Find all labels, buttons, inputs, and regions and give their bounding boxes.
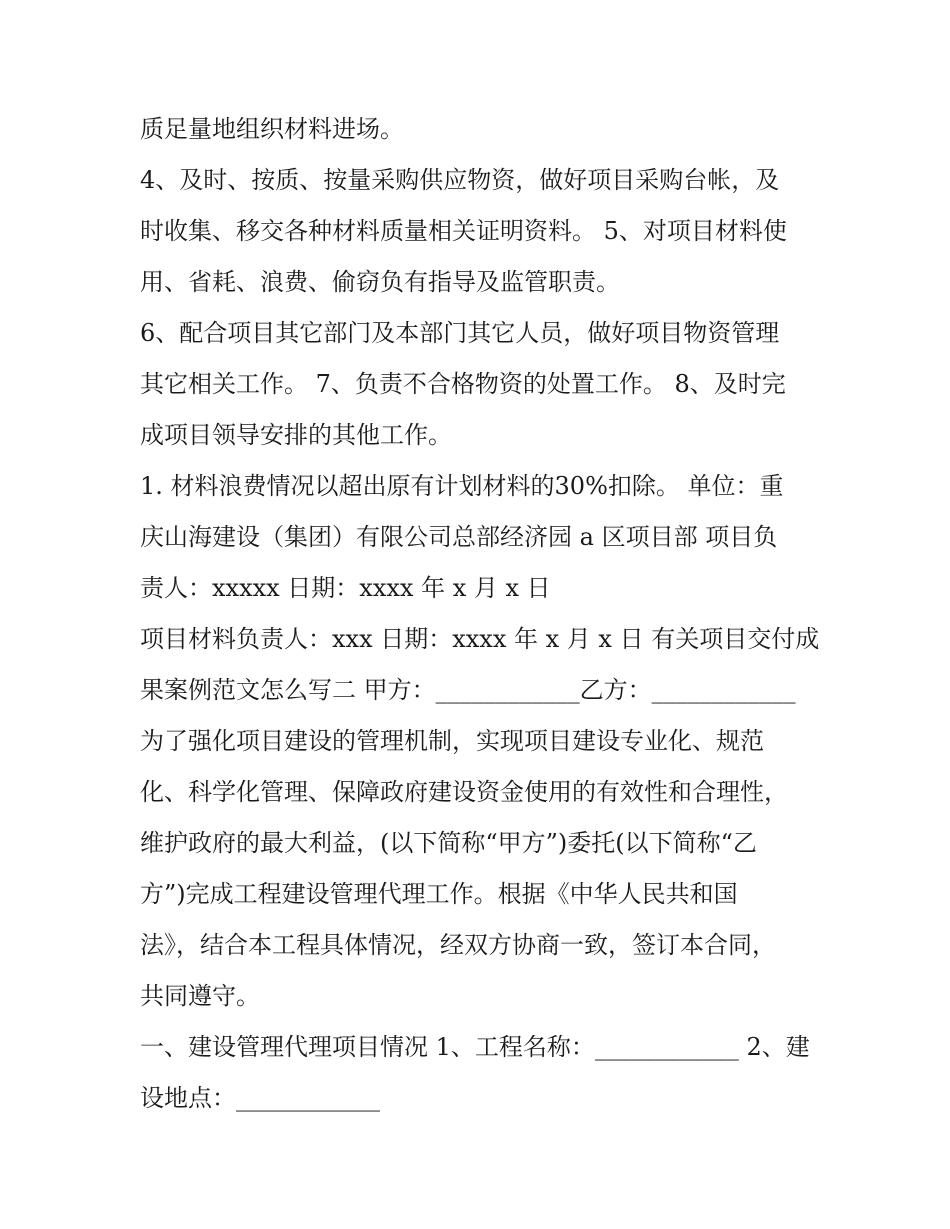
text-line: 维护政府的最大利益，(以下简称“甲方”)委托(以下简称“乙 xyxy=(140,829,757,857)
document-body xyxy=(140,104,820,1124)
text-line: 1. 材料浪费情况以超出原有计划材料的30%扣除。 单位：重 xyxy=(140,472,784,500)
text-line: 法》，结合本工程具体情况，经双方协商一致，签订本合同， xyxy=(140,931,776,959)
text-line: 责人：xxxxx 日期：xxxx 年 x 月 x 日 xyxy=(140,574,551,602)
text-line: 4、及时、按质、按量采购供应物资，做好项目采购台帐，及 xyxy=(140,166,780,194)
text-line: 时收集、移交各种材料质量相关证明资料。 5、对项目材料使 xyxy=(140,217,787,245)
text-line: 果案例范文怎么写二 甲方：____________乙方：____________ xyxy=(140,676,796,704)
text-line: 6、配合项目其它部门及本部门其它人员，做好项目物资管理 xyxy=(140,319,780,347)
text-line: 方”)完成工程建设管理代理工作。根据《中华人民共和国 xyxy=(140,880,738,908)
text-line: 项目材料负责人：xxx 日期：xxxx 年 x 月 x 日 有关项目交付成 xyxy=(140,625,820,653)
text-line: 一、建设管理代理项目情况 1、工程名称：____________ 2、建 xyxy=(140,1033,810,1061)
text-line: 共同遵守。 xyxy=(140,982,260,1010)
text-line: 为了强化项目建设的管理机制，实现项目建设专业化、规范 xyxy=(140,727,764,755)
text-line: 化、科学化管理、保障政府建设资金使用的有效性和合理性， xyxy=(140,778,788,806)
text-line: 成项目领导安排的其他工作。 xyxy=(140,421,452,449)
text-line: 庆山海建设（集团）有限公司总部经济园 a 区项目部 项目负 xyxy=(140,523,778,551)
text-line: 用、省耗、浪费、偷窃负有指导及监管职责。 xyxy=(140,268,620,296)
text-line: 其它相关工作。 7、负责不合格物资的处置工作。 8、及时完 xyxy=(140,370,786,398)
text-line: 设地点：____________ xyxy=(140,1084,380,1112)
text-line: 质足量地组织材料进场。 xyxy=(140,115,404,143)
